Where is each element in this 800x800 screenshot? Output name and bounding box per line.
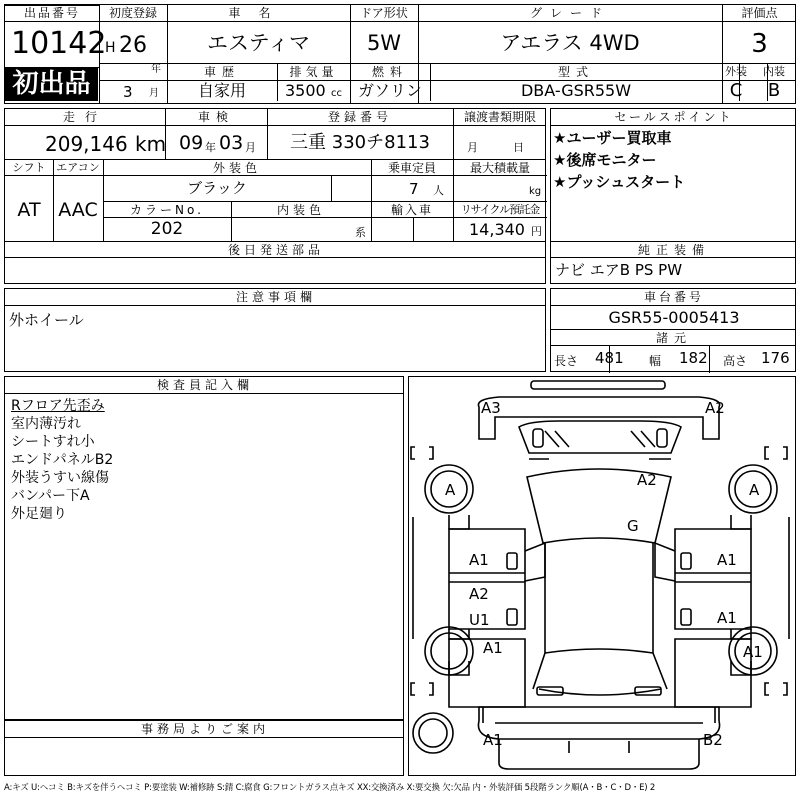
office-label: 事務局よりご案内 [140, 722, 269, 736]
ac-label: エアコン [56, 161, 100, 174]
selling-point: ★後席モニター [553, 151, 657, 169]
import-label: 輸入車 [390, 203, 433, 217]
interior-grade: B [767, 80, 781, 101]
damage-hood: A2 [637, 471, 657, 489]
inspection-year: 09 [179, 132, 204, 154]
month-unit: 月 [149, 88, 159, 99]
lot-number: 10142 [11, 26, 107, 61]
header-section [4, 4, 796, 104]
selling-points-label: セールスポイント [614, 110, 734, 124]
inspector-note: バンパー下A [11, 488, 90, 504]
recycle-fee: 14,340 [469, 220, 525, 239]
first-registration-label: 初度登録 [108, 6, 157, 20]
inspection-month-unit: 月 [245, 141, 256, 154]
car-name-label: 車名 [228, 6, 289, 20]
damage-right-front-wheel: A [749, 481, 760, 499]
max-load-unit: kg [529, 186, 542, 197]
door-type: 5W [366, 31, 402, 55]
recycle-unit: 円 [531, 225, 542, 238]
car-outline [409, 377, 794, 774]
exterior-color: ブラック [187, 179, 247, 197]
model-label: 型式 [557, 65, 594, 79]
plate-number: 三重 330チ8113 [290, 132, 430, 153]
width: 182 [679, 349, 708, 367]
inspector-note: Rフロア先歪み [11, 398, 105, 414]
damage-diagram [408, 376, 796, 776]
first-listing-badge: 初出品 [5, 67, 98, 101]
notes-section [4, 288, 546, 372]
mileage-unit: km [135, 132, 167, 156]
inspector-section [4, 376, 404, 720]
damage-front-right-corner: A2 [705, 399, 725, 417]
height-label: 高さ [723, 354, 748, 368]
damage-left-rear-door-lower: U1 [469, 611, 490, 629]
dimensions-label: 諸元 [655, 331, 692, 345]
model-code: DBA-GSR55W [520, 81, 632, 100]
damage-left-rear-door-upper: A2 [469, 585, 489, 603]
recycle-label: リサイクル預託金 [460, 203, 540, 216]
later-parts-label: 後日発送部品 [227, 243, 324, 257]
registration-month: 3 [123, 83, 133, 101]
selling-points-section [550, 108, 796, 284]
selling-point: ★プッシュスタート [553, 173, 686, 191]
damage-left-rear-wheel: A1 [483, 639, 503, 657]
mileage: 209,146 [45, 132, 128, 156]
damage-rear-left-corner: A1 [483, 731, 503, 749]
equipment-label: 純正装備 [637, 243, 710, 257]
capacity-label: 乗車定員 [387, 161, 436, 175]
transfer-deadline-label: 譲渡書類期限 [463, 110, 536, 124]
exterior-color-label: 外装色 [212, 161, 261, 175]
grade-label: グレード [529, 6, 610, 20]
inspector-note: エンドパネルB2 [11, 452, 114, 468]
length-label: 長さ [554, 354, 579, 368]
chassis-label: 車台番号 [643, 290, 704, 304]
inspection-label: 車検 [197, 110, 234, 124]
interior-color-unit: 系 [355, 226, 366, 239]
vehicle-info-section [4, 108, 546, 284]
capacity: 7 [409, 180, 419, 198]
inspector-note: 外足廻り [11, 506, 67, 522]
inspector-note: 室内薄汚れ [11, 416, 81, 432]
air-conditioner: AAC [58, 199, 98, 221]
interior-color-label: 内装色 [276, 203, 325, 217]
equipment: ナビ エアB PS PW [555, 261, 683, 279]
fuel-label: 燃料 [371, 65, 408, 79]
notes: 外ホイール [9, 311, 84, 329]
displacement: 3500 [285, 81, 326, 100]
history: 自家用 [197, 81, 246, 100]
damage-left-front-door: A1 [469, 551, 489, 569]
damage-rear-right-corner: B2 [703, 731, 723, 749]
color-number: 202 [150, 219, 184, 239]
max-load-label: 最大積載量 [469, 161, 530, 175]
displacement-label: 排気量 [289, 65, 338, 79]
length: 481 [595, 349, 624, 367]
inspector-label: 検査員記入欄 [156, 378, 253, 392]
capacity-unit: 人 [433, 184, 444, 197]
notes-label: 注意事項欄 [235, 290, 316, 304]
mileage-label: 走行 [62, 110, 107, 124]
damage-legend: A:キズ U:ヘコミ B:キズを伴うヘコミ P:要塗装 W:補修跡 S:錆 C:腐食 G:フロントガラス点キズ XX:交換済み X:要交換 欠:欠品 内・外装評価 5段階ランク順(A・B・C・D・E) 2 [4, 783, 656, 793]
lot-number-label: 出品番号 [23, 6, 80, 20]
damage-windshield: G [627, 517, 639, 535]
chassis-section [550, 288, 796, 372]
height: 176 [761, 349, 790, 367]
inspector-note: シートすれ小 [11, 434, 95, 450]
era: H [105, 40, 116, 56]
damage-right-rear-wheel: A1 [743, 643, 763, 661]
office-section [4, 720, 404, 776]
inspector-note: 外装うすい線傷 [11, 470, 109, 486]
exterior-grade-label: 外装 [725, 65, 747, 78]
inspection-year-unit: 年 [205, 141, 216, 154]
inspection-month: 03 [219, 132, 244, 154]
color-number-label: カラーNo. [130, 203, 204, 217]
fuel: ガソリン [357, 81, 422, 100]
selling-point: ★ユーザー買取車 [553, 129, 672, 147]
damage-right-rear-door: A1 [717, 609, 737, 627]
damage-right-front-door: A1 [717, 551, 737, 569]
registration-year: 26 [119, 33, 147, 58]
door-type-label: ドア形状 [360, 6, 408, 20]
history-label: 車歴 [203, 65, 240, 79]
interior-grade-label: 内装 [763, 65, 785, 78]
exterior-grade: C [729, 80, 743, 101]
displacement-unit: cc [331, 88, 342, 99]
transfer-day-unit: 日 [513, 141, 524, 154]
chassis-number: GSR55-0005413 [608, 308, 740, 327]
year-unit: 年 [151, 64, 161, 75]
shift: AT [17, 199, 41, 221]
score-label: 評価点 [741, 6, 778, 20]
shift-label: シフト [12, 161, 46, 174]
grade: アエラス 4WD [500, 31, 640, 55]
damage-left-front-wheel: A [445, 481, 456, 499]
damage-front-left-corner: A3 [481, 399, 501, 417]
overall-score: 3 [751, 29, 768, 59]
width-label: 幅 [649, 354, 662, 368]
plate-label: 登録番号 [327, 110, 392, 124]
transfer-month-unit: 月 [467, 141, 478, 154]
car-name: エスティマ [207, 31, 310, 55]
